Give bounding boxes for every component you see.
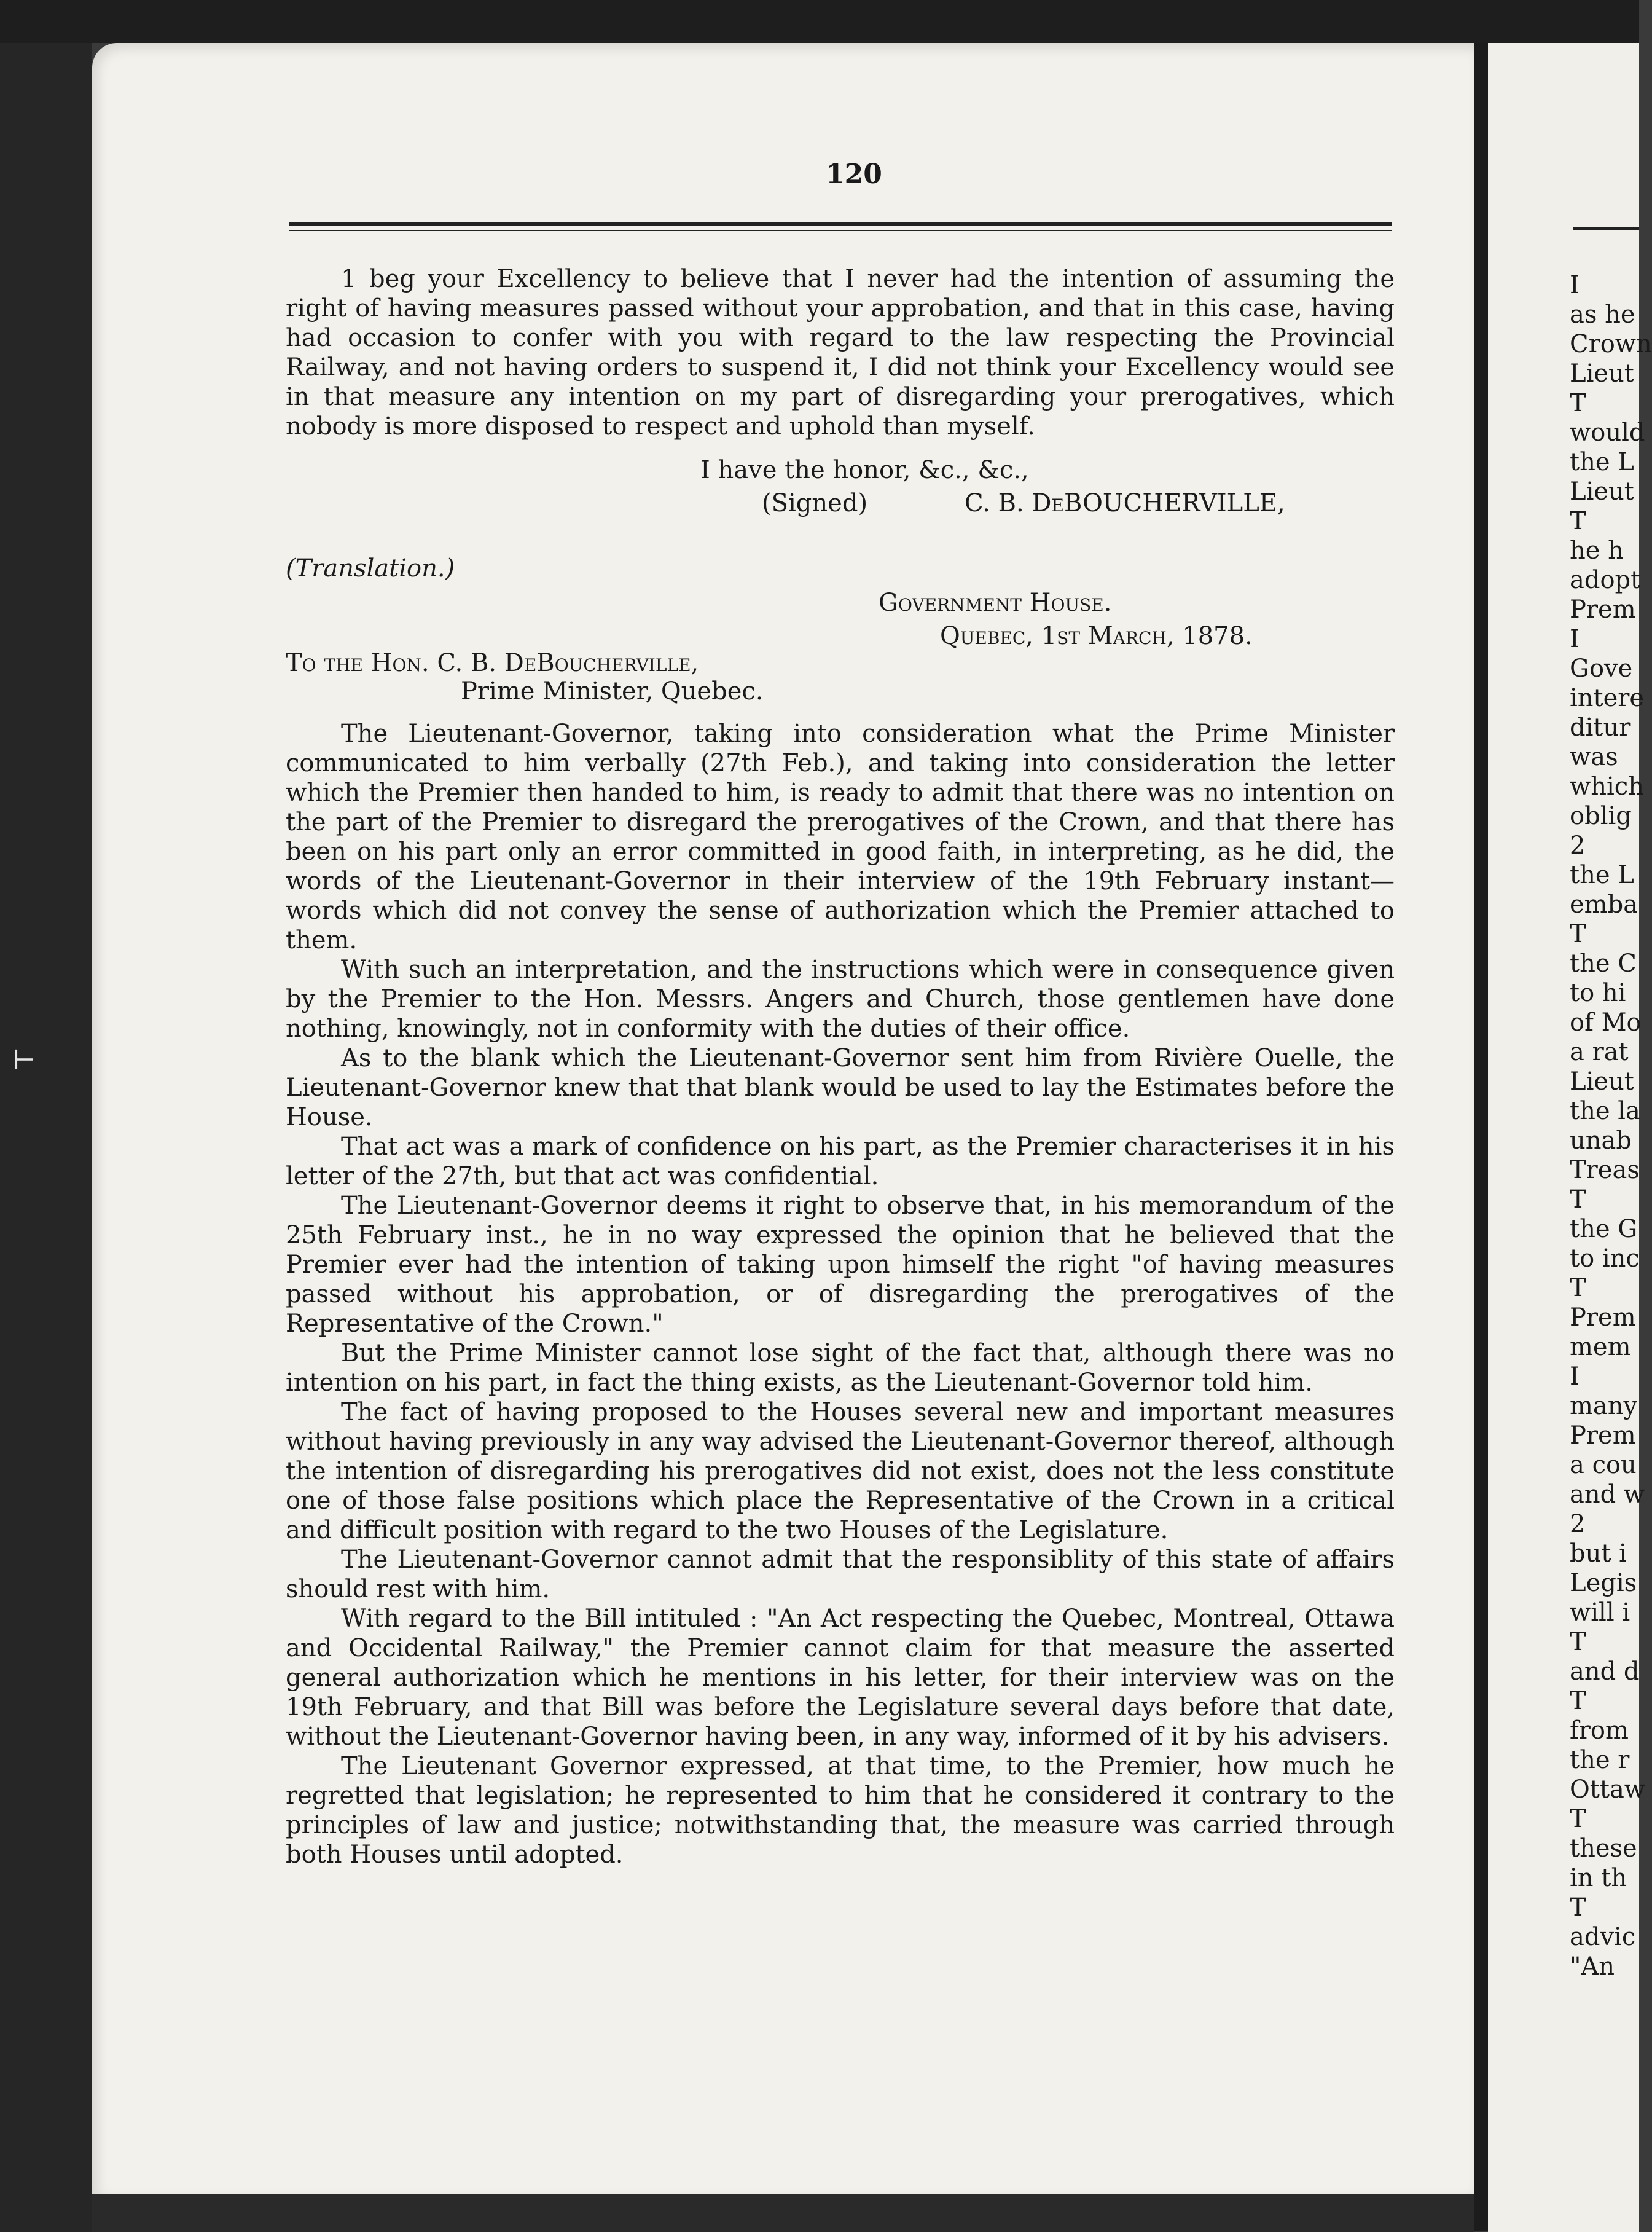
closing-salutation: I have the honor, &c., &c., xyxy=(700,456,1029,484)
body-paragraph: The Lieutenant Governor expressed, at that time, to the Premier, how much he regretted that legislation; he represented to him that he considered it contrary to the principles of law and justice; notwithstanding that, the measure was carried through both Houses until adopted. xyxy=(286,1752,1395,1869)
right-page-fragment: T xyxy=(1570,920,1586,948)
right-page-fragment: unab xyxy=(1570,1126,1632,1155)
right-page-fragment: adopt xyxy=(1570,566,1641,594)
right-page-fragment: "An xyxy=(1570,1952,1615,1981)
right-page-fragment: but i xyxy=(1570,1539,1627,1568)
right-page-fragment: Crown xyxy=(1570,330,1652,358)
right-page-text-fragments xyxy=(1570,270,1652,1981)
scan-border-left xyxy=(0,43,92,2232)
translation-note: (Translation.) xyxy=(286,554,455,583)
government-house: Government House. xyxy=(879,589,1112,617)
right-page-fragment: ditur xyxy=(1570,713,1631,742)
right-page-fragment: oblig xyxy=(1570,802,1632,830)
addressee-title: Prime Minister, Quebec. xyxy=(461,677,764,705)
right-page-fragment: Prem xyxy=(1570,1421,1636,1450)
letter-paragraph: 1 beg your Excellency to believe that I never had the intention of assuming the right of having measures passed without your approbation, and that in this case, having had occasion to confer with you with regard to the law respecting the Provincial Railway, and not having orders to suspend it, I did not think your Excellency would see in that measure any intention on my part of disregarding your prerogatives, which nobody is more disposed to respect and uphold than myself. xyxy=(286,265,1395,441)
right-page-fragment: as he xyxy=(1570,301,1635,329)
body-paragraph: The Lieutenant-Governor, taking into consideration what the Prime Minister communicated to him verbally (27th Feb.), and taking into consideration the letter which the Premier then handed to him, is ready to admit that there was no intention on the part of the Premier to disregard the prerogatives of the Crown, and that there has been on his part only an error committed in good faith, in interpreting, as he did, the words of the Lieutenant-Governor in their interview of the 19th February instant—words which did not convey the sense of authorization which the Premier attached to them. xyxy=(286,720,1395,954)
right-page-fragment: Lieut xyxy=(1570,477,1634,506)
right-page-fragment: to inc xyxy=(1570,1244,1640,1273)
right-page-fragment: the G xyxy=(1570,1215,1638,1243)
right-page-fragment: T xyxy=(1570,1805,1586,1833)
header-rule-thin xyxy=(289,230,1392,231)
right-page-fragment: the r xyxy=(1570,1746,1630,1774)
right-page-fragment: the L xyxy=(1570,448,1634,476)
scan-border-top xyxy=(0,0,1639,43)
right-page-fragment: T xyxy=(1570,389,1586,417)
right-page-fragment: intere xyxy=(1570,684,1645,712)
right-page-fragment: which xyxy=(1570,772,1644,801)
right-page-fragment: Treas xyxy=(1570,1156,1640,1184)
right-page-fragment: was xyxy=(1570,743,1618,771)
signed-label: (Signed) xyxy=(762,489,868,517)
right-page-fragment: and w xyxy=(1570,1480,1645,1509)
right-page-fragment: T xyxy=(1570,1628,1586,1656)
body-paragraph: The Lieutenant-Governor deems it right to observe that, in his memorandum of the 25th February inst., he in no way expressed the opinion that he believed that the Premier ever had the intention of taking upon himself the right "of having measures passed without his approbation, or of disregarding the prerogatives of the Representative of the Crown." xyxy=(286,1192,1395,1338)
book-gutter xyxy=(1474,43,1488,2231)
right-page-fragment: advic xyxy=(1570,1923,1636,1951)
right-page-fragment: T xyxy=(1570,1274,1586,1302)
right-page-fragment: Ottaw xyxy=(1570,1775,1646,1804)
right-page-fragment: I xyxy=(1570,1362,1580,1391)
right-page-fragment: 2 xyxy=(1570,1510,1586,1538)
body-paragraph: With regard to the Bill intituled : "An Act respecting the Quebec, Montreal, Ottawa and Occidental Railway," the Premier cannot claim for that measure the asserted general authorization which he mentions in his letter, for their interview was on the 19th February, and that Bill was before the Legislature several days before that date, without the Lieutenant-Governor having been, in any way, informed of it by his advisers. xyxy=(286,1605,1395,1751)
place-and-date: Quebec, 1st March, 1878. xyxy=(940,622,1253,650)
right-page-fragment: Lieut xyxy=(1570,1067,1634,1096)
right-page-fragment: T xyxy=(1570,1893,1586,1922)
right-page-fragment: from xyxy=(1570,1716,1629,1745)
right-page-fragment: Legis xyxy=(1570,1569,1637,1597)
right-page-fragment: T xyxy=(1570,1185,1586,1214)
body-paragraph: As to the blank which the Lieutenant-Governor sent him from Rivière Ouelle, the Lieutenant-Governor knew that that blank would be used to lay the Estimates before the House. xyxy=(286,1044,1395,1131)
right-page-fragment: 2 xyxy=(1570,831,1586,860)
scan-border-bottom xyxy=(92,2194,1474,2232)
right-page-fragment: Gove xyxy=(1570,654,1633,683)
right-page-fragment: the L xyxy=(1570,861,1634,889)
right-page-fragment: he h xyxy=(1570,536,1624,565)
margin-tick-mark: ⊢ xyxy=(12,1045,36,1076)
right-page-fragment: mem xyxy=(1570,1333,1631,1361)
memorandum-body xyxy=(286,719,1395,1869)
right-page-fragment: these xyxy=(1570,1834,1637,1863)
body-paragraph: That act was a mark of confidence on his part, as the Premier characterises it in his letter of the 27th, but that act was confidential. xyxy=(286,1133,1395,1190)
body-paragraph: But the Prime Minister cannot lose sight of the fact that, although there was no intention on his part, in fact the thing exists, as the Lieutenant-Governor told him. xyxy=(286,1339,1395,1397)
right-page-fragment: T xyxy=(1570,507,1586,535)
right-page-fragment: in th xyxy=(1570,1864,1627,1892)
right-page-header-rule xyxy=(1573,227,1639,230)
body-paragraph: The Lieutenant-Governor cannot admit that the responsiblity of this state of affairs should rest with him. xyxy=(286,1546,1395,1603)
right-page-fragment: Lieut xyxy=(1570,360,1634,388)
addressee-line: To the Hon. C. B. DeBoucherville, xyxy=(286,649,699,677)
right-page-fragment: would xyxy=(1570,418,1645,447)
right-page-fragment: many xyxy=(1570,1392,1638,1420)
right-page-fragment: I xyxy=(1570,625,1580,653)
right-page-fragment: Prem xyxy=(1570,595,1636,624)
header-rule-thick xyxy=(289,222,1392,226)
signature-name: C. B. DeBOUCHERVILLE, xyxy=(965,489,1285,517)
right-page-fragment: the la xyxy=(1570,1097,1640,1125)
right-page-fragment: emba xyxy=(1570,890,1638,919)
right-page-fragment: a cou xyxy=(1570,1451,1637,1479)
body-paragraph: With such an interpretation, and the instructions which were in consequence given by the Premier to the Hon. Messrs. Angers and Church, those gentlemen have done nothing, knowingly, not in conformity with the duties of their office. xyxy=(286,956,1395,1043)
right-page-fragment: the C xyxy=(1570,949,1637,978)
right-page-fragment: T xyxy=(1570,1687,1586,1715)
right-page-fragment: will i xyxy=(1570,1598,1630,1627)
right-page-fragment: and d xyxy=(1570,1657,1640,1686)
right-page-fragment: Prem xyxy=(1570,1303,1636,1332)
page-number: 120 xyxy=(826,159,882,190)
right-page-fragment: I xyxy=(1570,271,1580,299)
body-paragraph: The fact of having proposed to the Houses several new and important measures without having previously in any way advised the Lieutenant-Governor thereof, although the intention of disregarding his prerogatives did not exist, does not the less constitute one of those false positions which place the Representative of the Crown in a critical and difficult position with regard to the two Houses of the Legislature. xyxy=(286,1398,1395,1544)
right-page-fragment: to hi xyxy=(1570,979,1626,1007)
right-page-fragment: a rat xyxy=(1570,1038,1629,1066)
right-page-fragment: of Mo xyxy=(1570,1008,1642,1037)
